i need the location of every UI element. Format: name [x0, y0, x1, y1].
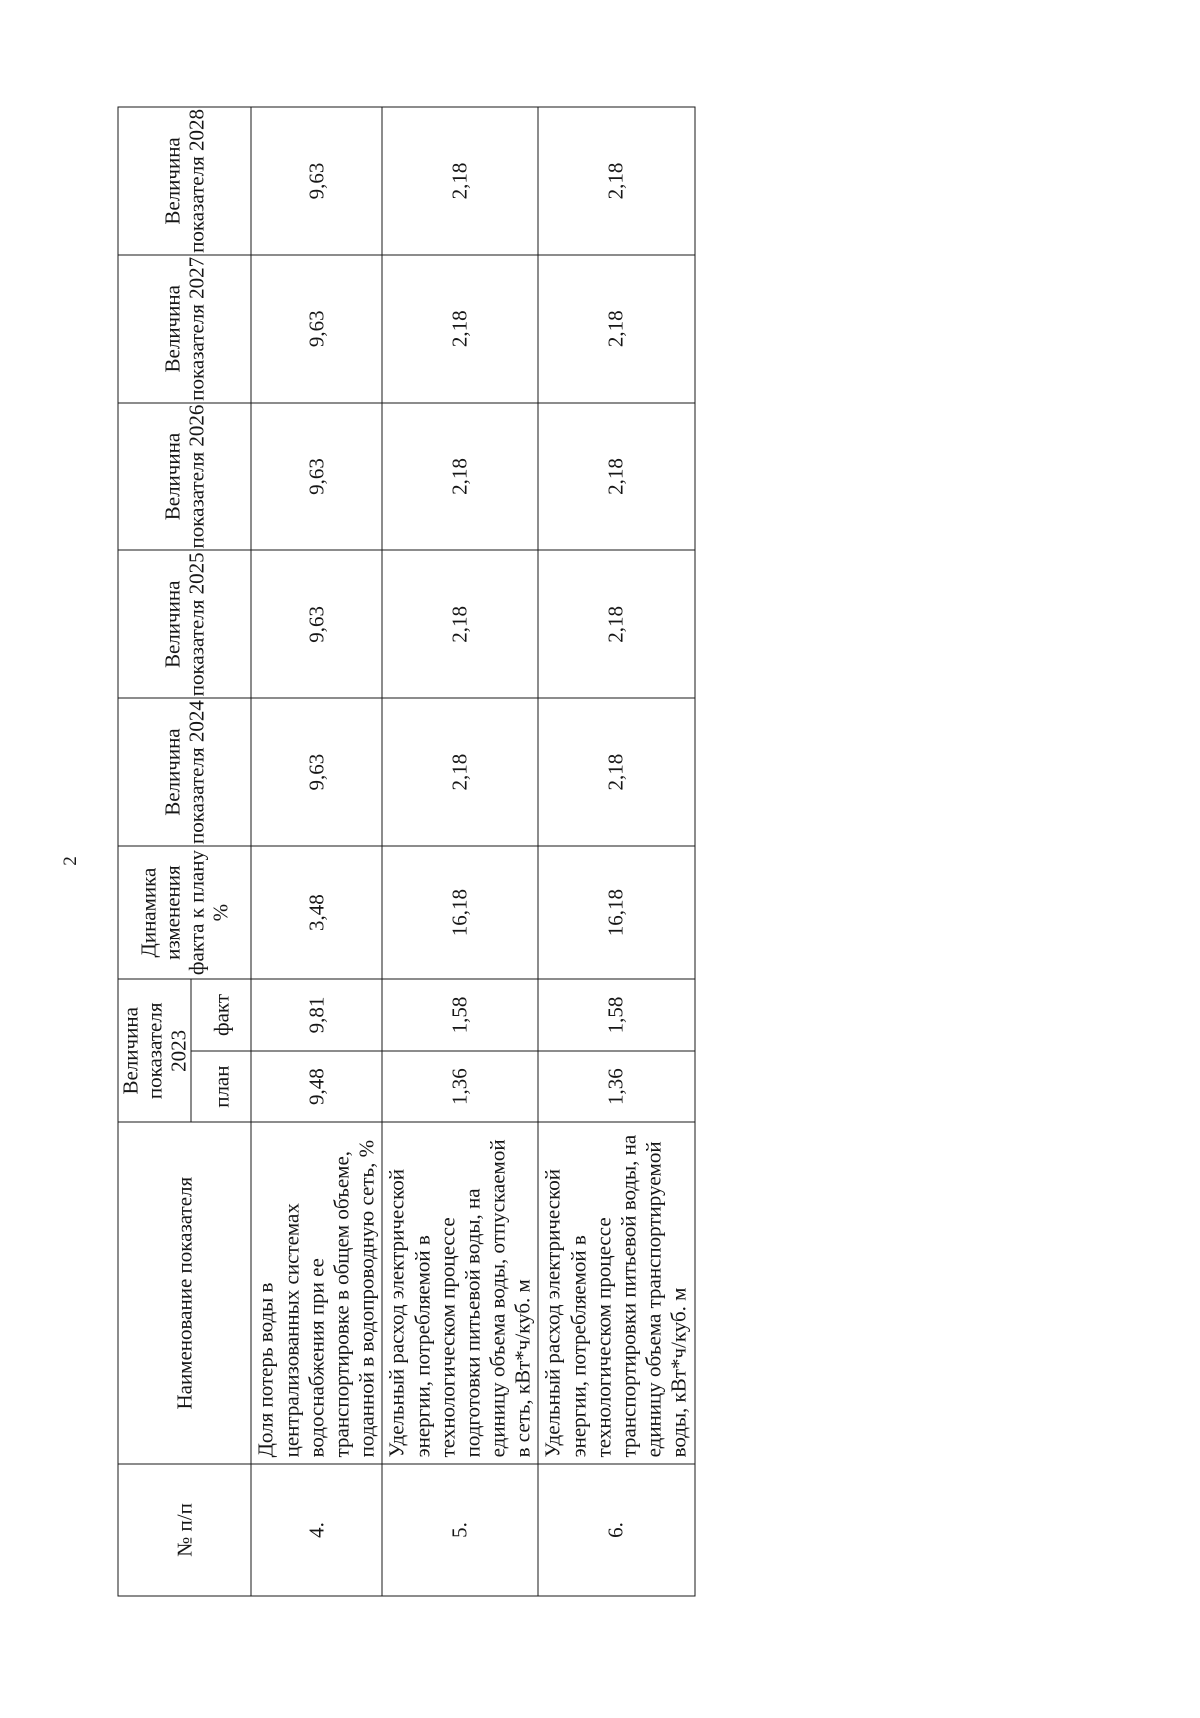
row-value-2028: 2,18 — [538, 107, 694, 255]
row-value-2028: 2,18 — [382, 107, 538, 255]
row-value-2025: 9,63 — [251, 550, 382, 698]
row-name: Доля потерь воды в централизованных системах водоснабжения при ее транспортировке в общем объеме, поданной в водопроводную сеть, % — [251, 1122, 382, 1463]
row-plan: 1,36 — [382, 1051, 538, 1123]
row-dynamics: 16,18 — [382, 846, 538, 979]
row-plan: 1,36 — [538, 1051, 694, 1123]
row-value-2027: 2,18 — [538, 255, 694, 403]
header-value-2024: Величина показателя 2024 — [118, 698, 251, 846]
row-dynamics: 3,48 — [251, 846, 382, 979]
row-value-2024: 2,18 — [382, 698, 538, 846]
row-index: 6. — [538, 1464, 694, 1596]
header-index: № п/п — [118, 1464, 251, 1596]
row-value-2028: 9,63 — [251, 107, 382, 255]
header-value-2028: Величина показателя 2028 — [118, 107, 251, 255]
row-value-2027: 9,63 — [251, 255, 382, 403]
row-value-2025: 2,18 — [538, 550, 694, 698]
rotated-table-container — [118, 107, 691, 1597]
row-value-2025: 2,18 — [382, 550, 538, 698]
header-dynamics: Динамика изменения факта к плану % — [118, 846, 251, 979]
header-value-2027: Величина показателя 2027 — [118, 255, 251, 403]
header-value-2025: Величина показателя 2025 — [118, 550, 251, 698]
row-fact: 1,58 — [382, 979, 538, 1051]
table-row — [251, 107, 382, 1596]
row-fact: 1,58 — [538, 979, 694, 1051]
row-value-2026: 2,18 — [382, 403, 538, 551]
page-number: 2 — [59, 856, 81, 866]
header-value-2026: Величина показателя 2026 — [118, 403, 251, 551]
table-row — [382, 107, 538, 1596]
indicators-table — [118, 107, 696, 1597]
header-plan: план — [191, 1051, 251, 1123]
row-name: Удельный расход электрической энергии, потребляемой в технологическом процессе транспортировки питьевой воды, на единицу объема транспортируемой воды, кВт*ч/куб. м — [538, 1122, 694, 1463]
header-row-1 — [118, 107, 191, 1596]
row-value-2024: 9,63 — [251, 698, 382, 846]
row-value-2027: 2,18 — [382, 255, 538, 403]
header-fact: факт — [191, 979, 251, 1051]
row-index: 5. — [382, 1464, 538, 1596]
row-index: 4. — [251, 1464, 382, 1596]
row-name: Удельный расход электрической энергии, потребляемой в технологическом процессе подготовки питьевой воды, на единицу объема воды, отпускаемой в сеть, кВт*ч/куб. м — [382, 1122, 538, 1463]
row-fact: 9,81 — [251, 979, 382, 1051]
header-value-2023: Величина показателя 2023 — [118, 979, 191, 1122]
row-plan: 9,48 — [251, 1051, 382, 1123]
row-dynamics: 16,18 — [538, 846, 694, 979]
row-value-2026: 9,63 — [251, 403, 382, 551]
row-value-2024: 2,18 — [538, 698, 694, 846]
row-value-2026: 2,18 — [538, 403, 694, 551]
table-row — [538, 107, 694, 1596]
header-name: Наименование показателя — [118, 1122, 251, 1463]
